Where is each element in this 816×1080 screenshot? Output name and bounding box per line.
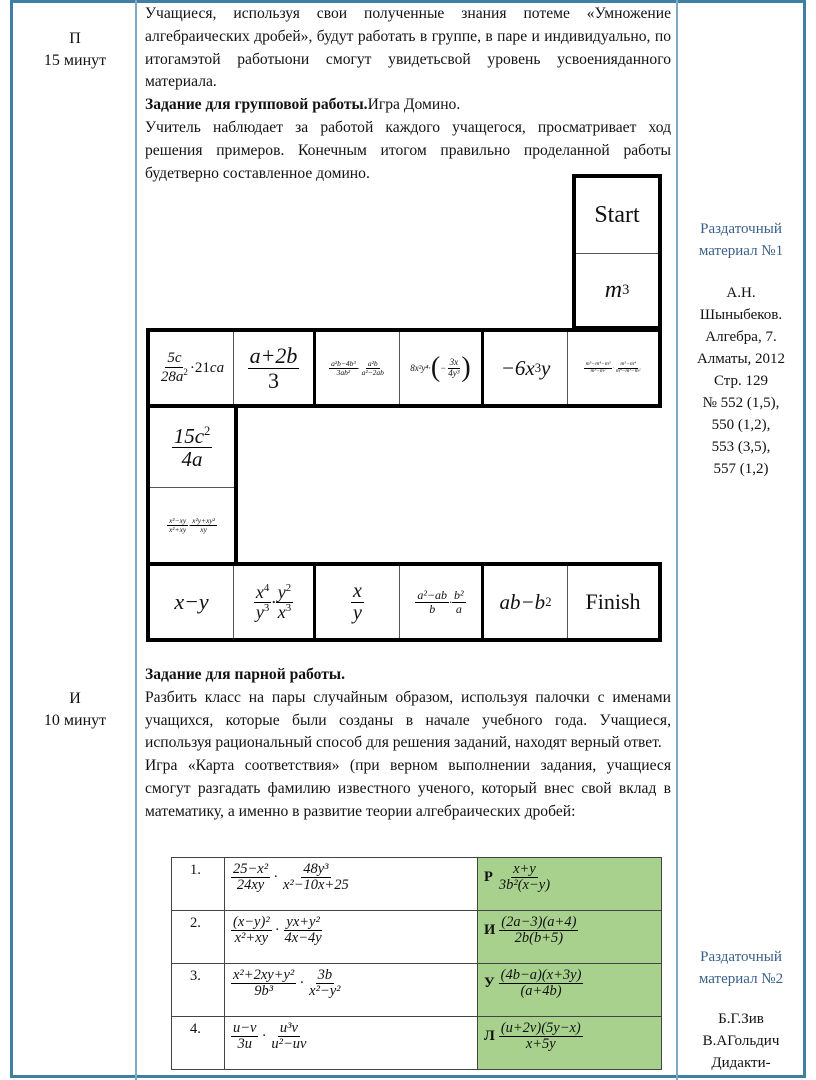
- matching-table: [171, 857, 662, 1070]
- stage-i: [13, 688, 137, 732]
- row-answer: У $\frac{(4b-a)(x+3y)}{(a+4b)}$: [478, 964, 662, 1017]
- row-number: 3.: [172, 964, 225, 1017]
- domino-left-column: [146, 404, 238, 566]
- domino-tile-a2b: $\frac{a+2b}{3}$: [234, 332, 316, 404]
- handout-1-title-line2: материал №1: [698, 243, 784, 259]
- intro-text: Учащиеся, используя свои полученные знания потеме «Умножение алгебраических дробей», будут работать в группе, в паре и индивидуально, по итогамэтой работыони смогут увидетьсвой уровень усвоенияданного материала.: [145, 5, 671, 91]
- stage-letter: И: [69, 690, 81, 707]
- handout-1-line: 557 (1,2): [713, 461, 769, 477]
- intro-section: [145, 3, 671, 185]
- domino-tile-x-over-y: $\frac{x}{y}$: [316, 566, 400, 638]
- handout-1-line: Алматы, 2012: [696, 351, 786, 367]
- domino-top-row: [146, 328, 662, 408]
- handout-1-title-line1: Раздаточный: [700, 221, 782, 237]
- domino-start-tile: [572, 174, 662, 330]
- stage-p: [13, 28, 137, 72]
- row-answer: Р $\frac{x+y}{\text{3b²(x−y)}}$: [478, 858, 662, 911]
- group-task-game: Игра Домино.: [367, 96, 461, 114]
- domino-tile-a2-ab: $\frac{\text{a²−ab}}{b}$ · $\frac{\text{b²}}{a}$: [400, 566, 484, 638]
- pair-task-text: Разбить класс на пары случайным образом, используя палочки с именами учащихся, которые были созданы в начале учебного года. Учащиеся, используя рациональный способ для решения заданий, находят верный ответ.: [145, 688, 671, 752]
- stage-letter: П: [69, 30, 81, 47]
- answer-letter: И: [484, 922, 496, 939]
- row-number: 4.: [172, 1017, 225, 1070]
- row-expression: $\frac{u-v}{3u}$ · $\frac{\text{u³v}}{\text{u²−uv}}$: [225, 1017, 478, 1070]
- handout-2-title-line1: Раздаточный: [700, 949, 782, 965]
- domino-tile-x2-xy: $\frac{\text{x²−xy}}{\text{x²+xy}}$ · $\frac{\text{x²y+xy²}}{xy}$: [168, 515, 216, 534]
- matching-game-text: Игра «Карта соответствия» (при верном выполнении задания, учащиеся смогут разгадать фамилию известного ученого, который внес свой вклад в математику, а именно в развитие теории алгебраических дробей:: [145, 757, 671, 820]
- answer-letter: Р: [484, 869, 493, 886]
- row-expression: $\frac{\text{x²+2xy+y²}}{\text{9b³}}$ · $\frac{3b}{\text{x²−y²}}$: [225, 964, 478, 1017]
- answer-letter: Л: [484, 1028, 495, 1045]
- handout-2: [678, 946, 804, 1074]
- domino-tile-15c2: $\frac{15c^2}{4a}$: [150, 408, 234, 488]
- domino-tile-8x2y4: 8x²y⁴· ( − $\frac{3x}{\text{4y³}}$ ): [400, 332, 484, 404]
- domino-bottom-row: [146, 562, 662, 642]
- domino-finish: Finish: [585, 589, 641, 614]
- handout-1: [678, 218, 804, 480]
- group-task-title: Задание для групповой работы.: [145, 96, 368, 114]
- table-row: [172, 1017, 662, 1070]
- table-row: [172, 964, 662, 1017]
- handout-1-line: 553 (3,5),: [711, 439, 771, 455]
- row-answer: Л $\frac{(u+2v)(5y-x)}{x+5y}$: [478, 1017, 662, 1070]
- column-divider-2: [676, 0, 678, 1080]
- stage-time: 15 минут: [43, 52, 107, 69]
- table-row: [172, 911, 662, 964]
- handout-2-title-line2: материал №2: [698, 971, 784, 987]
- domino-tile-ab-b2: ab−b 2: [484, 566, 568, 638]
- pair-task-title: Задание для парной работы.: [145, 666, 345, 683]
- group-task-line: [145, 94, 671, 117]
- handout-1-line: А.Н.: [726, 285, 756, 301]
- row-expression: $\frac{\text{25−x²}}{24xy}$ · $\frac{\text{48y³}}{\text{x²−10x+25}}$: [225, 858, 478, 911]
- stage-time: 10 минут: [43, 712, 107, 729]
- row-number: 2.: [172, 911, 225, 964]
- row-number: 1.: [172, 858, 225, 911]
- handout-1-line: Алгебра, 7.: [705, 329, 777, 345]
- handout-2-line: Б.Г.Зив: [718, 1011, 764, 1027]
- handout-2-line: В.АГольдич: [702, 1033, 780, 1049]
- teacher-text: Учитель наблюдает за работой каждого учащегося, просматривает ход решения примеров. Конечным итогом правильно проделанной работы будетверно составленное домино.: [145, 118, 671, 182]
- pair-task-section: [145, 664, 671, 824]
- row-expression: $\frac{\text{(x−y)²}}{\text{x²+xy}}$ · $\frac{\text{yx+y²}}{4x-4y}$: [225, 911, 478, 964]
- table-row: [172, 858, 662, 911]
- domino-tile-m5: $\frac{\text{m⁵−m⁴−m³}}{\text{m³−m²}}$ · $\frac{\text{m⁵−m⁴}}{\text{m⁴−m³−m²}}$: [585, 360, 641, 374]
- domino-tile-5c: $\frac{5c}{28a^2}$ ·21 ca: [150, 332, 234, 404]
- domino-start: Start: [576, 178, 658, 254]
- domino-tile-6x3y: −6x 3 y: [484, 332, 568, 404]
- handout-2-line: Дидакти-: [711, 1055, 771, 1071]
- domino-tile-a2b-4b3: $\frac{\text{a²b−4b³}}{\text{3ab²}}$ · $\frac{\text{a²b}}{\text{a²−2ab}}$: [316, 332, 400, 404]
- column-divider-1: [135, 0, 137, 1080]
- domino-m3: m 3: [604, 276, 630, 303]
- handout-1-line: Шыныбеков.: [699, 307, 783, 323]
- domino-tile-x4y3: $\frac{x^4}{y^3}$ · $\frac{y^2}{x^3}$: [234, 566, 316, 638]
- answer-letter: У: [484, 975, 495, 992]
- handout-1-line: № 552 (1,5),: [702, 395, 780, 411]
- handout-1-line: 550 (1,2),: [711, 417, 771, 433]
- row-answer: И $\frac{(2a-3)(a+4)}{2b(b+5)}$: [478, 911, 662, 964]
- handout-1-line: Стр. 129: [713, 373, 769, 389]
- domino-tile-x-y: x−y: [150, 566, 234, 638]
